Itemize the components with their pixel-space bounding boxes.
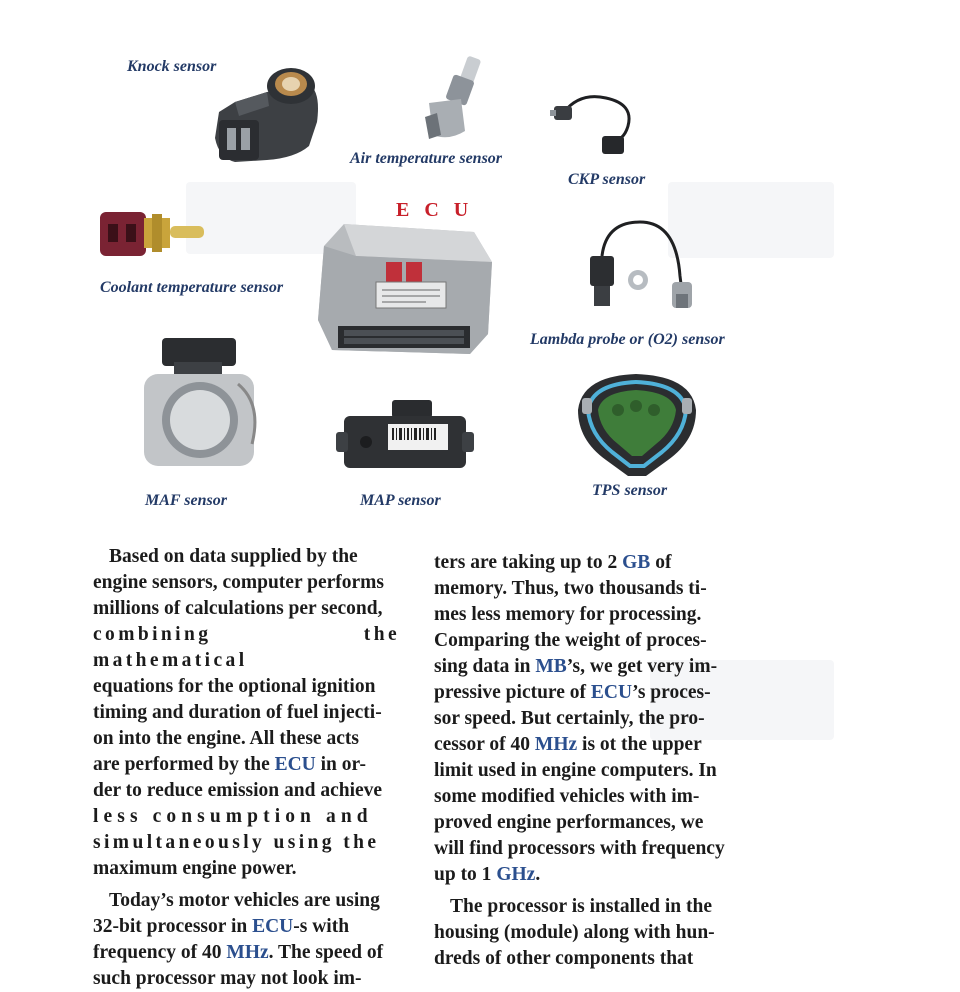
text-line: sing data in MB’s, we get very im-: [434, 656, 718, 677]
text-line: will find processors with frequency: [434, 838, 725, 859]
text-line: are performed by the ECU in or-: [93, 754, 366, 775]
text-line: frequency of 40 MHz. The speed of: [93, 942, 384, 963]
text-line: engine sensors, computer performs: [93, 572, 385, 593]
coolant-temperature-sensor-image: [98, 206, 208, 262]
label-knock-sensor: Knock sensor: [127, 58, 217, 75]
text-line: less consumption and: [93, 806, 373, 827]
lambda-sensor-image: [586, 216, 698, 312]
text-line: Comparing the weight of proces-: [434, 630, 707, 651]
text-line: mes less memory for processing.: [434, 604, 702, 625]
term-gb: GB: [622, 552, 651, 573]
air-temperature-sensor-image: [415, 55, 495, 145]
knock-sensor-image: [205, 62, 325, 174]
label-ecu: E C U: [396, 199, 474, 221]
text-column-right: [434, 550, 741, 972]
text-line: maximum engine power.: [93, 858, 297, 879]
term-ecu: ECU: [274, 754, 316, 775]
label-coolant-temperature-sensor: Coolant temperature sensor: [100, 279, 284, 296]
text-line: The processor is installed in the: [450, 896, 713, 917]
text-line: on into the engine. All these acts: [93, 728, 359, 749]
text-line: cessor of 40 MHz is ot the upper: [434, 734, 702, 755]
text-line: millions of calculations per second,: [93, 598, 383, 619]
text-column-left: [93, 544, 400, 992]
label-map-sensor: MAP sensor: [360, 492, 441, 509]
text-line: limit used in engine computers. In: [434, 760, 717, 781]
term-ghz: GHz: [496, 864, 536, 885]
text-line: 32-bit processor in ECU-s with: [93, 916, 350, 937]
term-mhz: MHz: [534, 734, 578, 755]
text-line: proved engine performances, we: [434, 812, 704, 833]
text-line: der to reduce emission and achieve: [93, 780, 383, 801]
label-tps-sensor: TPS sensor: [592, 482, 668, 499]
text-line: pressive picture of ECU’s proces-: [434, 682, 711, 703]
map-sensor-image: [334, 398, 476, 472]
ecu-image: [316, 222, 498, 356]
text-line: memory. Thus, two thousands ti-: [434, 578, 707, 599]
label-air-temperature-sensor: Air temperature sensor: [350, 150, 503, 167]
label-lambda-sensor: Lambda probe or (O2) sensor: [530, 331, 725, 348]
text-line: Based on data supplied by the: [109, 546, 358, 567]
ckp-sensor-image: [550, 92, 640, 158]
maf-sensor-image: [140, 334, 262, 470]
label-ckp-sensor: CKP sensor: [568, 171, 646, 188]
tps-sensor-image: [572, 370, 702, 480]
text-line: dreds of other components that: [434, 948, 694, 969]
text-line: timing and duration of fuel injecti-: [93, 702, 382, 723]
text-line: sor speed. But certainly, the pro-: [434, 708, 705, 729]
text-line: up to 1 GHz.: [434, 864, 541, 885]
term-ecu: ECU: [590, 682, 633, 703]
term-mb: MB: [535, 656, 567, 677]
label-maf-sensor: MAF sensor: [145, 492, 227, 509]
text-line: some modified vehicles with im-: [434, 786, 700, 807]
text-line: housing (module) along with hun-: [434, 922, 715, 943]
text-line: combining the mathematical: [93, 624, 400, 671]
text-line: simultaneously using the: [93, 832, 380, 853]
term-ecu: ECU: [252, 916, 294, 937]
text-line: Today’s motor vehicles are using: [109, 890, 380, 911]
text-line: such processor may not look im-: [93, 968, 362, 989]
text-line: equations for the optional ignition: [93, 676, 376, 697]
term-mhz: MHz: [226, 942, 269, 963]
text-line: ters are taking up to 2 GB of: [434, 552, 672, 573]
